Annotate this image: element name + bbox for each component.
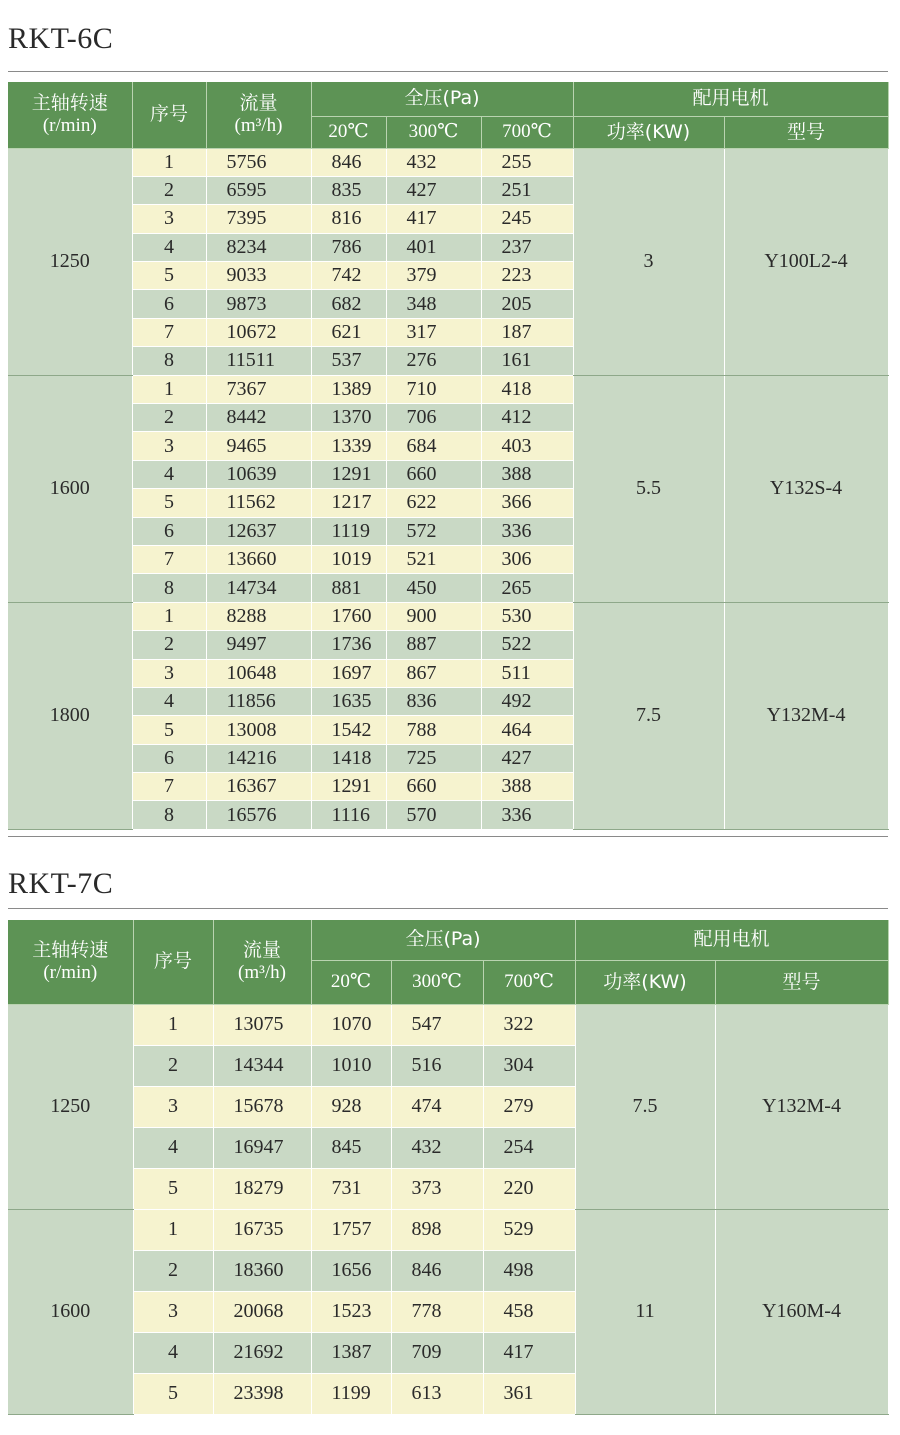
pressure-700-cell: 237	[481, 233, 573, 261]
pressure-700-cell: 161	[481, 347, 573, 375]
header-motor: 配用电机	[573, 82, 888, 116]
header-t300: 300℃	[391, 960, 483, 1004]
pressure-300-cell: 474	[391, 1086, 483, 1127]
flow-cell: 16947	[213, 1127, 311, 1168]
spec-table-rkt-6c	[8, 82, 889, 830]
pressure-300-cell: 778	[391, 1291, 483, 1332]
header-speed: 主轴转速 (r/min)	[8, 920, 133, 1004]
pressure-700-cell: 412	[481, 404, 573, 432]
pressure-20-cell: 1070	[311, 1004, 391, 1045]
pressure-300-cell: 450	[386, 574, 481, 602]
flow-cell: 18279	[213, 1168, 311, 1209]
motor-model-cell: Y132S-4	[724, 375, 888, 602]
flow-cell: 9497	[206, 631, 311, 659]
seq-cell: 4	[133, 1127, 213, 1168]
pressure-20-cell: 845	[311, 1127, 391, 1168]
flow-cell: 5756	[206, 148, 311, 176]
pressure-300-cell: 521	[386, 545, 481, 573]
pressure-700-cell: 254	[483, 1127, 575, 1168]
seq-cell: 1	[132, 602, 206, 630]
seq-cell: 6	[132, 517, 206, 545]
pressure-300-cell: 427	[386, 176, 481, 204]
flow-cell: 14734	[206, 574, 311, 602]
pressure-700-cell: 464	[481, 716, 573, 744]
pressure-700-cell: 388	[481, 773, 573, 801]
pressure-300-cell: 710	[386, 375, 481, 403]
seq-cell: 4	[132, 687, 206, 715]
pressure-700-cell: 417	[483, 1332, 575, 1373]
pressure-700-cell: 322	[483, 1004, 575, 1045]
header-t20: 20℃	[311, 116, 386, 148]
pressure-700-cell: 366	[481, 489, 573, 517]
header-model: 型号	[724, 116, 888, 148]
speed-cell: 1250	[8, 148, 132, 375]
pressure-20-cell: 1760	[311, 602, 386, 630]
flow-cell: 8442	[206, 404, 311, 432]
pressure-300-cell: 276	[386, 347, 481, 375]
header-flow: 流量 (m³/h)	[213, 920, 311, 1004]
seq-cell: 6	[132, 290, 206, 318]
seq-cell: 2	[133, 1250, 213, 1291]
pressure-300-cell: 379	[386, 262, 481, 290]
flow-cell: 11856	[206, 687, 311, 715]
header-model: 型号	[715, 960, 888, 1004]
pressure-300-cell: 317	[386, 318, 481, 346]
flow-cell: 16576	[206, 801, 311, 829]
seq-cell: 3	[132, 659, 206, 687]
pressure-700-cell: 427	[481, 744, 573, 772]
pressure-300-cell: 570	[386, 801, 481, 829]
pressure-20-cell: 1757	[311, 1209, 391, 1250]
table-row	[8, 1209, 888, 1250]
flow-cell: 16735	[213, 1209, 311, 1250]
seq-cell: 8	[132, 801, 206, 829]
flow-cell: 13075	[213, 1004, 311, 1045]
pressure-20-cell: 1697	[311, 659, 386, 687]
pressure-700-cell: 187	[481, 318, 573, 346]
pressure-300-cell: 725	[386, 744, 481, 772]
header-pressure: 全压(Pa)	[311, 920, 575, 960]
pressure-20-cell: 742	[311, 262, 386, 290]
flow-cell: 14216	[206, 744, 311, 772]
pressure-20-cell: 1116	[311, 801, 386, 829]
flow-cell: 12637	[206, 517, 311, 545]
motor-model-cell: Y132M-4	[715, 1004, 888, 1209]
seq-cell: 1	[132, 375, 206, 403]
pressure-300-cell: 432	[391, 1127, 483, 1168]
pressure-20-cell: 1523	[311, 1291, 391, 1332]
flow-cell: 18360	[213, 1250, 311, 1291]
flow-cell: 6595	[206, 176, 311, 204]
pressure-700-cell: 530	[481, 602, 573, 630]
motor-power-cell: 3	[573, 148, 724, 375]
seq-cell: 5	[133, 1373, 213, 1414]
seq-cell: 4	[132, 460, 206, 488]
pressure-700-cell: 251	[481, 176, 573, 204]
seq-cell: 7	[132, 545, 206, 573]
header-t700: 700℃	[481, 116, 573, 148]
seq-cell: 1	[132, 148, 206, 176]
pressure-700-cell: 205	[481, 290, 573, 318]
pressure-20-cell: 682	[311, 290, 386, 318]
pressure-700-cell: 361	[483, 1373, 575, 1414]
pressure-20-cell: 1542	[311, 716, 386, 744]
table-body	[8, 1004, 888, 1414]
pressure-20-cell: 846	[311, 148, 386, 176]
header-flow: 流量 (m³/h)	[206, 82, 311, 148]
pressure-700-cell: 265	[481, 574, 573, 602]
pressure-700-cell: 511	[481, 659, 573, 687]
seq-cell: 3	[133, 1086, 213, 1127]
pressure-20-cell: 928	[311, 1086, 391, 1127]
pressure-20-cell: 1736	[311, 631, 386, 659]
seq-cell: 3	[132, 432, 206, 460]
section-title-rkt-6c: RKT-6C	[8, 22, 114, 55]
seq-cell: 2	[132, 404, 206, 432]
pressure-20-cell: 1389	[311, 375, 386, 403]
pressure-20-cell: 881	[311, 574, 386, 602]
pressure-300-cell: 867	[386, 659, 481, 687]
pressure-300-cell: 373	[391, 1168, 483, 1209]
pressure-300-cell: 660	[386, 460, 481, 488]
flow-cell: 20068	[213, 1291, 311, 1332]
pressure-300-cell: 417	[386, 205, 481, 233]
pressure-700-cell: 522	[481, 631, 573, 659]
seq-cell: 3	[132, 205, 206, 233]
pressure-300-cell: 622	[386, 489, 481, 517]
seq-cell: 2	[132, 176, 206, 204]
flow-cell: 10672	[206, 318, 311, 346]
motor-model-cell: Y160M-4	[715, 1209, 888, 1414]
title-rule	[8, 71, 888, 72]
header-power: 功率(KW)	[575, 960, 715, 1004]
motor-power-cell: 7.5	[573, 602, 724, 829]
table-row	[8, 375, 888, 403]
flow-cell: 10648	[206, 659, 311, 687]
speed-cell: 1250	[8, 1004, 133, 1209]
pressure-20-cell: 621	[311, 318, 386, 346]
pressure-300-cell: 900	[386, 602, 481, 630]
pressure-700-cell: 220	[483, 1168, 575, 1209]
flow-cell: 16367	[206, 773, 311, 801]
pressure-20-cell: 1656	[311, 1250, 391, 1291]
pressure-20-cell: 1217	[311, 489, 386, 517]
motor-power-cell: 5.5	[573, 375, 724, 602]
motor-power-cell: 7.5	[575, 1004, 715, 1209]
section-divider	[8, 836, 888, 837]
header-pressure: 全压(Pa)	[311, 82, 573, 116]
table-row	[8, 148, 888, 176]
seq-cell: 6	[132, 744, 206, 772]
pressure-300-cell: 547	[391, 1004, 483, 1045]
pressure-20-cell: 1010	[311, 1045, 391, 1086]
flow-cell: 7395	[206, 205, 311, 233]
pressure-20-cell: 537	[311, 347, 386, 375]
pressure-20-cell: 1387	[311, 1332, 391, 1373]
pressure-700-cell: 245	[481, 205, 573, 233]
pressure-300-cell: 836	[386, 687, 481, 715]
pressure-20-cell: 1339	[311, 432, 386, 460]
title-rule	[8, 908, 888, 909]
table-row	[8, 602, 888, 630]
seq-cell: 5	[132, 262, 206, 290]
flow-cell: 14344	[213, 1045, 311, 1086]
header-motor: 配用电机	[575, 920, 888, 960]
speed-cell: 1600	[8, 375, 132, 602]
pressure-700-cell: 418	[481, 375, 573, 403]
flow-cell: 15678	[213, 1086, 311, 1127]
flow-cell: 8288	[206, 602, 311, 630]
header-speed: 主轴转速 (r/min)	[8, 82, 132, 148]
pressure-20-cell: 1199	[311, 1373, 391, 1414]
pressure-700-cell: 529	[483, 1209, 575, 1250]
pressure-300-cell: 516	[391, 1045, 483, 1086]
pressure-20-cell: 835	[311, 176, 386, 204]
seq-cell: 5	[132, 489, 206, 517]
pressure-700-cell: 306	[481, 545, 573, 573]
flow-cell: 13008	[206, 716, 311, 744]
pressure-20-cell: 816	[311, 205, 386, 233]
pressure-20-cell: 1418	[311, 744, 386, 772]
pressure-700-cell: 492	[481, 687, 573, 715]
motor-model-cell: Y100L2-4	[724, 148, 888, 375]
pressure-700-cell: 388	[481, 460, 573, 488]
seq-cell: 1	[133, 1209, 213, 1250]
flow-cell: 23398	[213, 1373, 311, 1414]
pressure-700-cell: 336	[481, 517, 573, 545]
pressure-700-cell: 255	[481, 148, 573, 176]
pressure-700-cell: 458	[483, 1291, 575, 1332]
flow-cell: 11562	[206, 489, 311, 517]
flow-cell: 11511	[206, 347, 311, 375]
pressure-700-cell: 279	[483, 1086, 575, 1127]
flow-cell: 9873	[206, 290, 311, 318]
motor-model-cell: Y132M-4	[724, 602, 888, 829]
pressure-20-cell: 1370	[311, 404, 386, 432]
pressure-700-cell: 223	[481, 262, 573, 290]
section-title-rkt-7c: RKT-7C	[8, 867, 114, 900]
pressure-20-cell: 786	[311, 233, 386, 261]
flow-cell: 9465	[206, 432, 311, 460]
flow-cell: 10639	[206, 460, 311, 488]
pressure-300-cell: 684	[386, 432, 481, 460]
table-body	[8, 148, 888, 829]
pressure-300-cell: 788	[386, 716, 481, 744]
pressure-300-cell: 846	[391, 1250, 483, 1291]
header-seq: 序号	[133, 920, 213, 1004]
pressure-300-cell: 660	[386, 773, 481, 801]
pressure-300-cell: 348	[386, 290, 481, 318]
spec-table-rkt-7c	[8, 920, 889, 1415]
pressure-20-cell: 1635	[311, 687, 386, 715]
motor-power-cell: 11	[575, 1209, 715, 1414]
pressure-700-cell: 336	[481, 801, 573, 829]
flow-cell: 8234	[206, 233, 311, 261]
pressure-300-cell: 706	[386, 404, 481, 432]
speed-cell: 1800	[8, 602, 132, 829]
pressure-300-cell: 709	[391, 1332, 483, 1373]
flow-cell: 7367	[206, 375, 311, 403]
header-t20: 20℃	[311, 960, 391, 1004]
pressure-20-cell: 1291	[311, 460, 386, 488]
pressure-20-cell: 1019	[311, 545, 386, 573]
header-power: 功率(KW)	[573, 116, 724, 148]
seq-cell: 7	[132, 773, 206, 801]
seq-cell: 4	[132, 233, 206, 261]
pressure-300-cell: 401	[386, 233, 481, 261]
seq-cell: 5	[132, 716, 206, 744]
flow-cell: 21692	[213, 1332, 311, 1373]
pressure-300-cell: 898	[391, 1209, 483, 1250]
pressure-20-cell: 1119	[311, 517, 386, 545]
pressure-700-cell: 304	[483, 1045, 575, 1086]
seq-cell: 8	[132, 347, 206, 375]
table-row	[8, 1004, 888, 1045]
flow-cell: 13660	[206, 545, 311, 573]
speed-cell: 1600	[8, 1209, 133, 1414]
pressure-300-cell: 572	[386, 517, 481, 545]
pressure-300-cell: 887	[386, 631, 481, 659]
pressure-700-cell: 498	[483, 1250, 575, 1291]
pressure-20-cell: 731	[311, 1168, 391, 1209]
pressure-20-cell: 1291	[311, 773, 386, 801]
pressure-300-cell: 613	[391, 1373, 483, 1414]
flow-cell: 9033	[206, 262, 311, 290]
seq-cell: 2	[133, 1045, 213, 1086]
seq-cell: 4	[133, 1332, 213, 1373]
seq-cell: 8	[132, 574, 206, 602]
header-t700: 700℃	[483, 960, 575, 1004]
pressure-300-cell: 432	[386, 148, 481, 176]
seq-cell: 7	[132, 318, 206, 346]
header-t300: 300℃	[386, 116, 481, 148]
pressure-700-cell: 403	[481, 432, 573, 460]
header-seq: 序号	[132, 82, 206, 148]
seq-cell: 5	[133, 1168, 213, 1209]
seq-cell: 2	[132, 631, 206, 659]
seq-cell: 1	[133, 1004, 213, 1045]
seq-cell: 3	[133, 1291, 213, 1332]
